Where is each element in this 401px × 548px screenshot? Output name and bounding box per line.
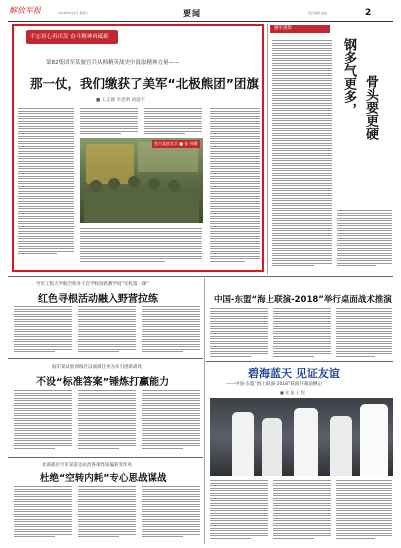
photo-caption: 图为某旅官兵 ■ 张 伟摄: [154, 141, 198, 146]
story-rule-left: [8, 358, 203, 359]
masthead-logo: 解放军报: [9, 6, 41, 15]
column-divider-lower: [204, 278, 205, 544]
commentary-headline: [340, 38, 358, 116]
story-three-headline: 中国-东盟“海上联演-2018”举行桌面战术推演: [214, 295, 392, 305]
soldier-head: [168, 180, 180, 192]
sailor-figure: [330, 416, 352, 476]
lead-byline: ■ 王志刚 李思明 胡超宇: [96, 98, 146, 103]
lead-kicker: 第82集团军某旅官兵从师精英战史中汲取精神力量——: [46, 60, 180, 66]
story-five-headline: 碧海蓝天 见证友谊: [248, 367, 340, 380]
story-five-text-3: [336, 480, 392, 542]
editor-meta: 责任编辑 赵丽: [308, 11, 327, 15]
soldier-head: [90, 180, 102, 192]
story-four-text-2: [78, 390, 136, 452]
soldier-head: [108, 178, 120, 190]
commentary-tag: 强军观察: [270, 25, 330, 33]
story-three-text-2: [273, 308, 331, 358]
story-six-text-3: [142, 486, 200, 542]
story-six-kicker: 北部战区空军某雷达站治各项性质偏转变作风: [42, 463, 132, 468]
masthead-rule: [8, 21, 393, 22]
sailor-figure: [294, 408, 318, 476]
story-three-text-3: [336, 308, 392, 358]
lead-text-column-4: [210, 108, 260, 264]
sailor-figure: [232, 412, 254, 476]
story-six-text-2: [78, 486, 136, 542]
soldier-head: [128, 176, 140, 188]
sailor-figure: [262, 418, 282, 476]
story-four-text-1: [14, 390, 72, 452]
lead-text-column-1: [18, 108, 74, 256]
story-five-text-1: [210, 480, 268, 542]
story-five-byline: ■ 张 磊 王 程: [280, 390, 305, 395]
lead-headline: 那一仗，我们缴获了美军“北极熊团”团旗: [30, 76, 259, 91]
section-rule: [8, 276, 393, 277]
story-rule: [206, 361, 393, 362]
commentary-headline-2: [361, 75, 379, 140]
story-five-subhead: ——中国-东盟“海上联演-2018”联演开幕前侧记: [226, 382, 322, 387]
story-rule-left-2: [8, 457, 203, 458]
page-number: 2: [365, 8, 372, 18]
commentary-text: [272, 40, 332, 268]
story-two-headline: 红色寻根活动融入野营拉练: [38, 294, 158, 305]
commentary-headline-line-2: 骨头要更硬: [363, 75, 378, 140]
story-five-text-2: [273, 480, 331, 542]
lead-text-column-2a: [80, 108, 138, 136]
sailor-figure: [360, 404, 388, 476]
section-name: 要闻: [183, 9, 201, 18]
story-four-text-3: [142, 390, 200, 452]
story-two-text-2: [78, 306, 136, 354]
story-six-headline: 杜绝“空转内耗”专心思战谋战: [40, 473, 167, 484]
soldier-group: [84, 192, 199, 223]
story-six-text-1: [14, 486, 72, 542]
story-four-headline: 不设“标准答案”锤炼打赢能力: [36, 377, 170, 388]
masthead-date: 2018年8月4日 星期六: [58, 11, 89, 15]
lead-text-column-3a: [144, 108, 202, 136]
story-two-kicker: 空军工程大学航空机务士官学校创新教学同“军校第一课”: [36, 282, 149, 287]
story-two-text-1: [14, 306, 72, 354]
story-three-text-1: [210, 308, 268, 358]
lead-photo: [80, 138, 203, 223]
column-divider: [267, 24, 268, 274]
soldier-head: [148, 178, 160, 190]
lead-text-under-photo: [80, 228, 202, 266]
commentary-headline-line-1: 钢多气更多，: [341, 38, 356, 116]
story-two-text-3: [142, 306, 200, 354]
commentary-text-2: [337, 210, 392, 268]
story-four-kicker: 海军某试验训练区以演训任务为牵引创新训风: [52, 365, 142, 370]
lead-story-banner: [26, 30, 118, 44]
story-five-photo: [210, 398, 393, 476]
banner-text: 不忘初心再出发 奋斗精神再砥砺: [30, 34, 109, 40]
